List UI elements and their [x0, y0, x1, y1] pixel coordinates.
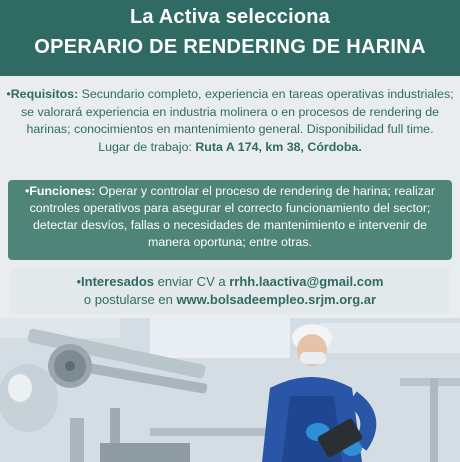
funciones-section	[8, 180, 452, 260]
requisitos-text: Secundario completo, experiencia en tareas operativas industriales; se valorará experiencia en industria molinera o en procesos de rendering de harinas; conocimientos en mantenimiento general. Disponibilidad full time.	[20, 87, 454, 136]
contacto-label: Interesados	[81, 274, 155, 289]
contacto-section	[10, 268, 450, 314]
factory-worker-photo	[0, 318, 460, 462]
header-subtitle: La Activa selecciona	[129, 6, 331, 28]
requisitos-bullet: •	[6, 87, 11, 101]
requisitos-label: Requisitos:	[10, 87, 79, 101]
contacto-bullet: •	[76, 274, 82, 289]
contacto-text2: o postularse en	[83, 292, 173, 307]
contacto-email[interactable]: rrhh.laactiva@gmail.com	[229, 274, 384, 289]
funciones-text: Operar y controlar el proceso de rendering de harina; realizar controles operativos para asegurar el correcto funcionamiento del sector; detectar desvíos, fallas o necesidades de mantenimiento e intervenir de manera oportuna; entre otras.	[29, 184, 435, 249]
lugar-label: Lugar de trabajo:	[98, 139, 192, 154]
funciones-label: Funciones:	[29, 184, 96, 198]
lugar-value: Ruta A 174, km 38, Córdoba.	[195, 139, 362, 154]
header-title: OPERARIO DE RENDERING DE HARINA	[34, 36, 426, 58]
header-banner	[0, 0, 460, 76]
contacto-web[interactable]: www.bolsadeempleo.srjm.org.ar	[176, 292, 377, 307]
requisitos-section	[6, 84, 454, 174]
funciones-bullet: •	[25, 184, 30, 198]
factory-scene-illustration	[0, 318, 460, 462]
contacto-text1: enviar CV a	[157, 274, 226, 289]
